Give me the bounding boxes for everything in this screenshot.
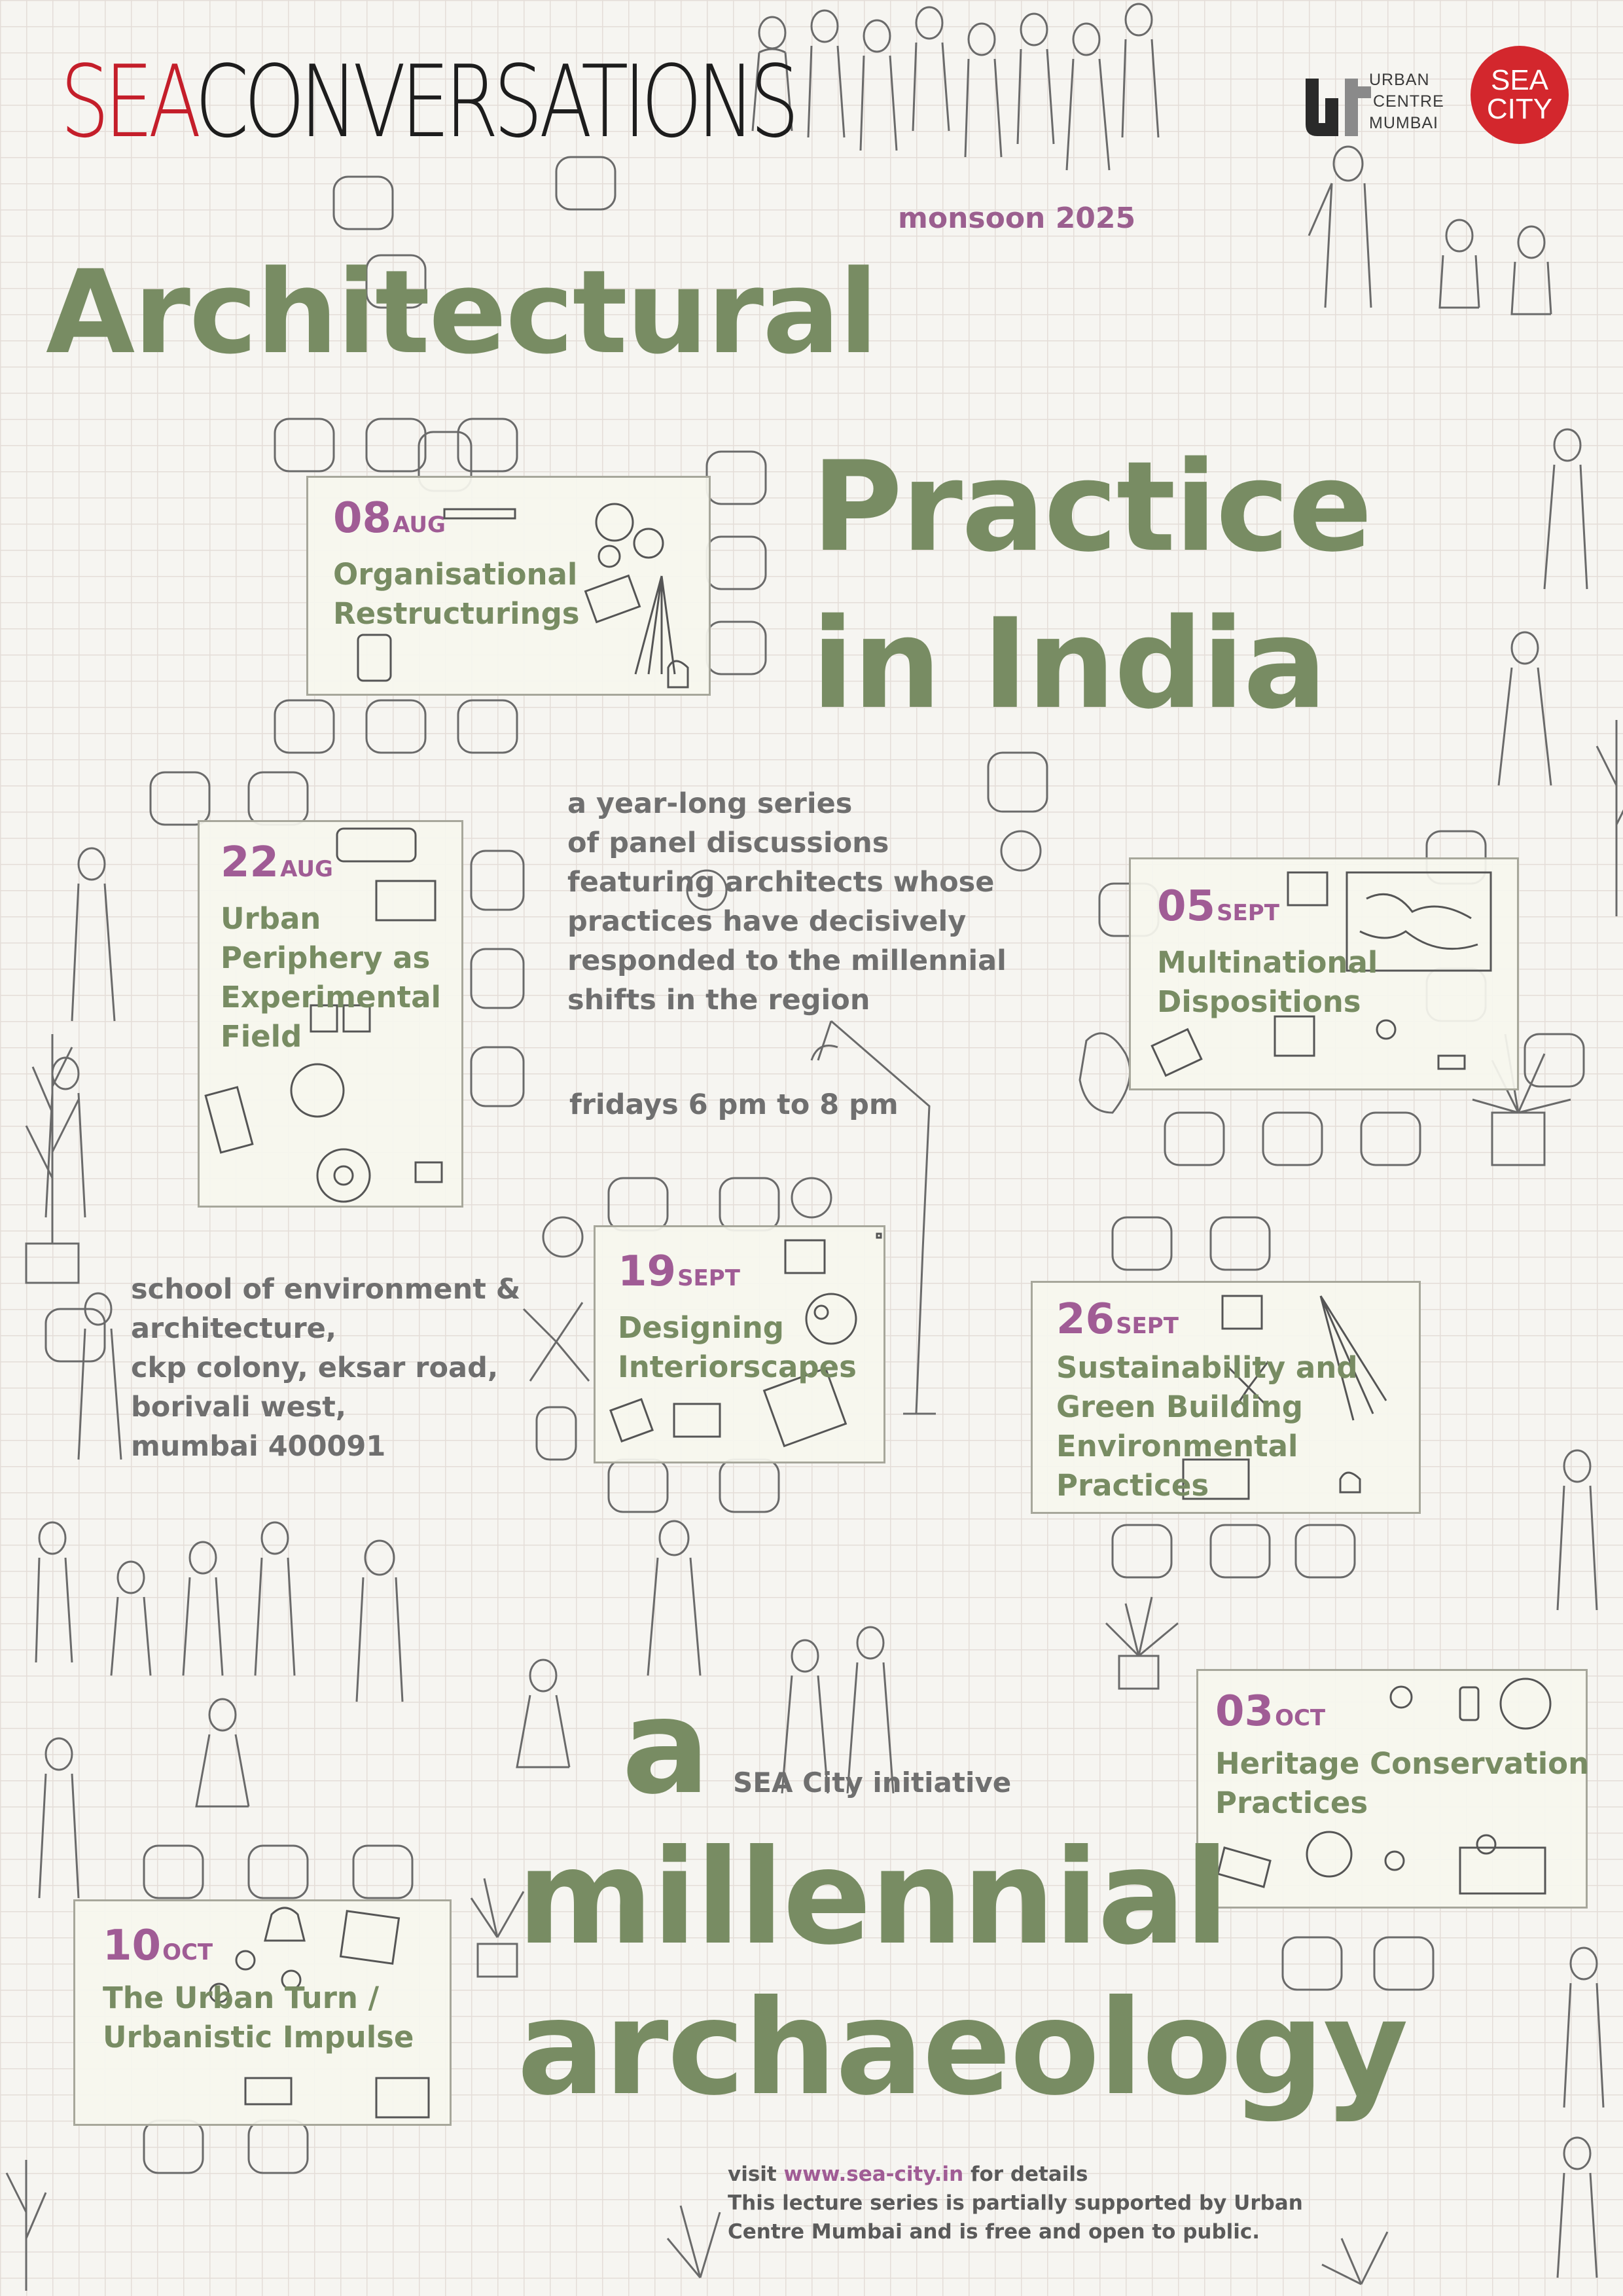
series-title-conversations: CONVERSATIONS [194,44,794,160]
description-line: a year-long series [567,787,853,820]
event-title-line: Restructurings [333,596,580,631]
description-line: responded to the millennial [567,944,1007,977]
event-title [103,1979,414,2057]
ucm-line-urban: URBAN [1369,71,1430,89]
sea-city-logo-city: CITY [1486,93,1553,125]
ucm-line-mumbai: MUMBAI [1369,114,1438,132]
venue-line: borivali west, [131,1391,347,1424]
website-link[interactable]: www.sea-city.in [783,2162,964,2186]
event-title-line: Periphery as [221,941,431,975]
event-title-line: Urbanistic Impulse [103,2020,414,2054]
event-title [1157,943,1378,1022]
event-title [221,899,441,1056]
event-date [333,494,446,543]
event-card-19-sept [594,1225,885,1463]
event-day: 26 [1056,1295,1115,1344]
event-day: 19 [618,1247,677,1296]
footer-visit-line [728,2160,1303,2189]
event-month: AUG [280,856,333,882]
event-card-26-sept [1031,1281,1421,1514]
footer-visit-suffix: for details [963,2162,1088,2186]
event-title [618,1308,857,1387]
event-month: SEPT [1116,1313,1179,1339]
venue-address [131,1270,589,1466]
event-date [1056,1295,1179,1344]
footer-support-line-2: Centre Mumbai and is free and open to public. [728,2220,1260,2244]
event-title-line: Designing [618,1310,785,1345]
event-title-line: Urban [221,901,321,936]
subtitle-word-a: a [622,1671,709,1823]
event-title-line: Experimental [221,980,441,1014]
event-month: SEPT [677,1265,740,1291]
event-title-line: Practices [1056,1468,1209,1503]
event-month: OCT [162,1939,213,1965]
subtitle-line-2: archaeology [517,1972,1408,2125]
event-title-line: Environmental [1056,1429,1298,1463]
event-card-08-aug [306,476,711,696]
event-day: 08 [333,494,392,543]
event-date [221,838,333,887]
event-title-line: Organisational [333,557,578,592]
season-label: monsoon 2025 [898,202,1136,235]
event-card-10-oct [73,1899,452,2126]
event-day: 03 [1215,1687,1274,1736]
venue-line: architecture, [131,1312,337,1345]
event-title [1056,1348,1358,1505]
event-title-line: Dispositions [1157,984,1361,1019]
event-card-05-sept [1129,857,1519,1090]
event-title-line: Heritage Conservation [1215,1746,1590,1781]
event-title [1215,1744,1589,1823]
venue-line: ckp colony, eksar road, [131,1352,499,1384]
ucm-line-centre: CENTRE [1373,92,1444,111]
series-title [60,44,794,160]
series-title-sea: SEA [60,44,195,160]
subtitle-line-1: millennial [517,1821,1228,1974]
main-title-line-2: Practice [812,435,1372,579]
description-line: practices have decisively [567,905,967,938]
description-line: of panel discussions [567,827,889,859]
venue-line: school of environment & [131,1273,521,1306]
urban-centre-mumbai-wordmark [1369,69,1444,134]
event-title-line: Multinational [1157,945,1378,980]
event-title-line: Sustainability and [1056,1350,1358,1385]
event-title-line: Field [221,1019,302,1054]
event-day: 10 [103,1922,162,1970]
event-title-line: Practices [1215,1785,1368,1820]
footer-visit-prefix: visit [728,2162,784,2186]
event-date [1157,882,1279,931]
event-date [1215,1687,1326,1736]
series-description [567,784,1065,1020]
venue-line: mumbai 400091 [131,1430,386,1463]
sea-city-logo-sea: SEA [1490,64,1549,96]
description-line: shifts in the region [567,984,870,1016]
main-title-line-1: Architectural [46,245,878,380]
footer-support-line-1: This lecture series is partially supported by Urban [728,2191,1303,2215]
event-day: 05 [1157,882,1216,931]
event-title-line: Green Building [1056,1390,1303,1424]
event-card-22-aug [198,820,463,1208]
main-title-line-3: in India [812,592,1326,736]
event-month: AUG [393,512,446,538]
event-card-03-oct [1196,1669,1588,1909]
event-title [333,555,580,634]
footer-info [728,2160,1303,2246]
sea-city-logo [1471,46,1569,144]
event-month: SEPT [1217,900,1279,926]
initiative-label: SEA City initiative [733,1767,1012,1799]
event-title-line: Interiorscapes [618,1350,857,1384]
description-line: featuring architects whose [567,866,995,899]
event-date [103,1922,213,1970]
schedule-time: fridays 6 pm to 8 pm [569,1088,899,1121]
event-month: OCT [1275,1705,1326,1731]
event-day: 22 [221,838,279,887]
event-date [618,1247,740,1296]
event-title-line: The Urban Turn / [103,1981,380,2015]
